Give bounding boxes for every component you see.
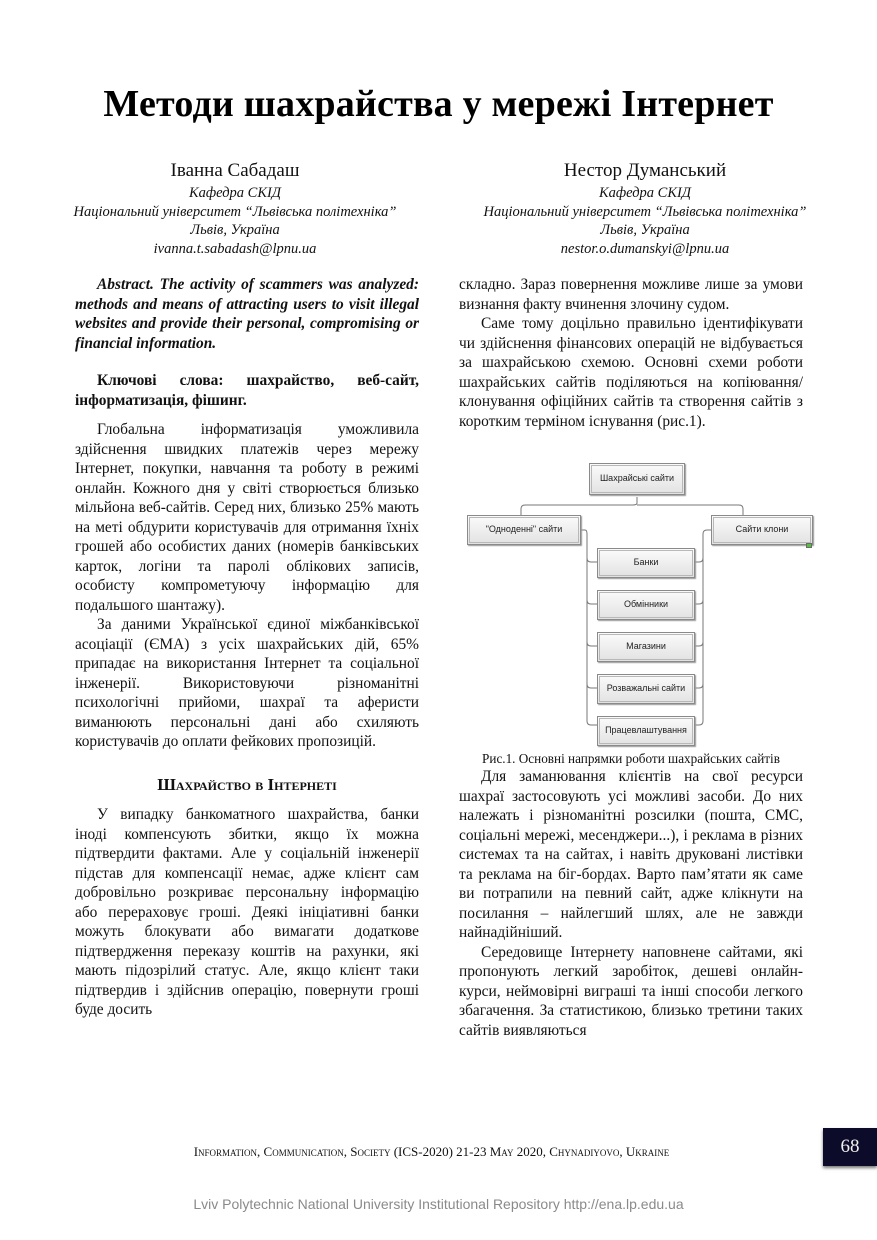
conference-footer: Information, Communication, Society (ICS-2020) 21-23 May 2020, Chynadiyovo, Ukraine xyxy=(193,1144,670,1159)
author-block-1 xyxy=(45,158,425,258)
connector-left-obminnyky xyxy=(587,600,597,604)
author-department: Кафедра СКІД xyxy=(598,185,692,201)
right-column xyxy=(459,275,803,1040)
diagram-node-exchangers: Обмінники xyxy=(597,590,695,620)
connector-root xyxy=(521,497,637,516)
diagram-node-shops: Магазини xyxy=(597,632,695,662)
diagram-node-employment: Працевлаштування xyxy=(597,716,695,746)
author-department: Кафедра СКІД xyxy=(188,185,282,201)
body-paragraph: Саме тому доцільно правильно ідентифікувати чи здійснення фінансових операцій не відбувається за шахрайською схемою. Основні схеми роботи шахрайських сайтів поділяються на копіювання/клонування офіційних сайтів та створення сайтів з коротким терміном існування (рис.1). xyxy=(459,315,803,430)
left-column xyxy=(75,275,419,1020)
author-university: Національний університет “Львівська політехніка” xyxy=(483,203,807,220)
author-city: Львів, Україна xyxy=(190,222,280,238)
keywords: Ключові слова: шахрайство, веб-сайт, інформатизація, фішинг. xyxy=(75,372,419,409)
author-email[interactable]: nestor.o.dumanskyi@lpnu.ua xyxy=(560,240,730,257)
connector-left-spine xyxy=(581,530,597,725)
author-block-2 xyxy=(455,158,835,258)
author-city: Львів, Україна xyxy=(600,222,690,238)
author-email[interactable]: ivanna.t.sabadash@lpnu.ua xyxy=(153,240,317,257)
body-paragraph-continued: складно. Зараз повернення можливе лише за умови визнання факту вчинення злочину судом. xyxy=(459,276,803,313)
body-paragraph: За даними Української єдиної міжбанківської асоціації (ЄМА) з усіх шахрайських дій, 65% припадає на використання Інтернет та соціальної інженерії. Використовуючи різноманітні психологічні прийоми, шахраї та аферисти виманюють персональні дані або схиляють користувачів до оплати фейкових пропозицій. xyxy=(75,616,419,750)
body-paragraph: У випадку банкоматного шахрайства, банки іноді компенсують збитки, якщо їх можна підтвердити фактами. Але у соціальній інженерії підстав для компенсації немає, адже клієнт сам добровільно розкриває персональну інформацію або перераховує гроші. Деякі ініціативні банки можуть блокувати або вимагати додаткове підтвердження переказу коштів на рахунки, які мають підозрілий статус. Але, якщо клієнт таки підтвердив і здійснив операцію, повернути гроші буде досить xyxy=(75,806,419,1018)
body-paragraph: Для заманювання клієнтів на свої ресурси шахраї застосовують усі можливі засоби. До них належать і різноманітні розсилки (пошта, СМС, соціальні мережі, месенджери...), і реклама в різних системах та на сайтах, і навіть друковані листівки та реклама на біг-бордах. Варто пам’ятати як саме ви потрапили на певний сайт, адже клікнути на посилання – найлегший шлях, але не завжди найнадійніший. xyxy=(459,768,803,941)
figure-caption: Рис.1. Основні напрямки роботи шахрайських сайтів xyxy=(482,751,780,766)
connector-left-banky xyxy=(587,558,597,562)
diagram-node-entertainment: Розважальні сайти xyxy=(597,674,695,704)
author-name: Нестор Думанський xyxy=(563,160,727,181)
resize-handle-icon xyxy=(806,543,812,548)
page-number: 68 xyxy=(823,1128,877,1166)
connector-left-rozvazhalni xyxy=(587,684,597,688)
connector-right-spine xyxy=(693,530,711,725)
author-name: Іванна Сабадаш xyxy=(170,160,300,181)
author-university: Національний університет “Львівська політехніка” xyxy=(73,203,397,220)
repository-footer: Lviv Polytechnic National University Institutional Repository http://ena.lp.edu.ua xyxy=(193,1196,684,1212)
paper-title: Методи шахрайства у мережі Інтернет xyxy=(103,83,774,125)
abstract: Abstract. The activity of scammers was analyzed: methods and means of attracting users to visit illegal websites and provide their personal, compromising or financial information. xyxy=(75,276,419,352)
figure-diagram xyxy=(463,451,823,751)
diagram-node-banks: Банки xyxy=(597,548,695,578)
diagram-node-clone-sites: Сайти клони xyxy=(711,515,813,545)
diagram-node-root: Шахрайські сайти xyxy=(589,463,685,495)
body-paragraph: Глобальна інформатизація уможливила здійснення швидких платежів через мережу Інтернет, покупки, навчання та роботу в режимі онлайн. Кожного дня у світі створюється близько мільйона веб-сайтів. Серед них, близько 25% мають на меті обдурити користувачів для отримання їхніх грошей або особистих даних (номерів банківських карток, логіни та паролі облікових записів, особисту компрометуючу інформацію для подальшого шантажу). xyxy=(75,421,419,614)
section-heading: Шахрайство в Інтернеті xyxy=(157,774,337,794)
connector-left-mahazyny xyxy=(587,642,597,646)
diagram-node-one-day-sites: "Одноденні" сайти xyxy=(467,515,581,545)
body-paragraph: Середовище Інтернету наповнене сайтами, які пропонують легкий заробіток, дешеві онлайн-курси, неймовірні виграші та інші способи легкого збагачення. За статистикою, близько третини таких сайтів виявляються xyxy=(459,943,803,1039)
